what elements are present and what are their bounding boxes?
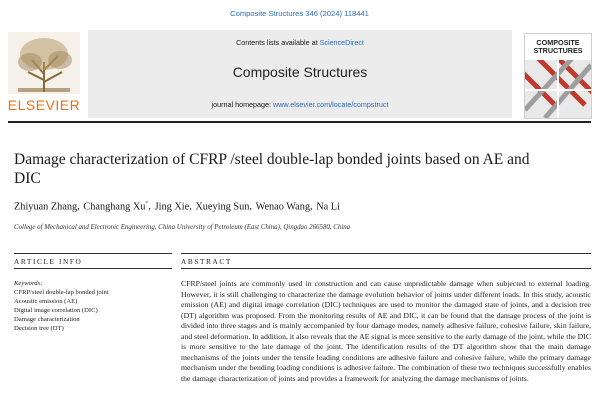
sciencedirect-link[interactable]: ScienceDirect: [319, 38, 364, 47]
homepage-prefix: journal homepage:: [211, 100, 274, 109]
journal-title: Composite Structures: [232, 64, 368, 80]
header-divider: [8, 121, 591, 123]
journal-reference-link[interactable]: Composite Structures 346 (2024) 118441: [230, 9, 369, 18]
article-title: Damage characterization of CFRP /steel double-lap bonded joints based on AE and DIC: [14, 151, 530, 187]
contents-availability-line: [88, 38, 512, 47]
elsevier-wordmark: ELSEVIER: [7, 97, 81, 113]
keyword-item: Damage characterization: [14, 315, 80, 323]
journal-homepage-line: [88, 100, 512, 109]
article-info-rule-top: [14, 253, 172, 254]
keyword-item: CFRP/steel double-lap bonded joint: [14, 289, 109, 296]
keyword-item: Digital image correlation (DIC): [14, 306, 98, 314]
abstract-rule-top: [181, 253, 591, 254]
abstract-rule-bottom: [181, 268, 591, 269]
author-name[interactable]: Wenao Wang: [255, 201, 311, 213]
author-list: Zhiyuan Zhang, Changhang Xu*, Jing Xie, Xueying Sun, Wenao Wang, Na Li: [14, 201, 340, 213]
author-affiliation: College of Mechanical and Electronic Engineering, China University of Petroleum (East China), Qingdao 266580, China: [14, 224, 351, 231]
author-name[interactable]: Xueying Sun: [195, 201, 250, 213]
author-name[interactable]: Na Li: [316, 201, 340, 213]
author-name[interactable]: Zhiyuan Zhang: [14, 201, 78, 213]
article-info-rule-bottom: [14, 268, 172, 269]
abstract-body: CFRP/steel joints are commonly used in construction and can cause unpredictable damage when subjected to external loading. However, it is still challenging to characterize the damage evolution behavior of joints under different loads. In this study, acoustic emission (AE) and digital image correlation (DIC) techniques are used to monitor the damaged state of joints, and a decision tree (DT) algorithm was proposed. From the monitoring results of AE and DIC, it can be found that the damage process of the joint is divided into three stages and is mainly accompanied by four damage modes, namely adhesive failure, cohesive failure, skin failure, and steel deformation. In addition, it also reveals that the AE signal is more sensitive to the early damage of the joint, while the DIC is more sensitive to the late damage of the joint. The identification results of the DT algorithm show that the main damage mechanisms of the joints under the tensile loading conditions are adhesive failure and cohesive failure, while the primary damage mechanism under the bending loading conditions is adhesive failure. The combination of these two techniques successfully enables the damage characterization of joints and provides a framework for analyzing the damage mechanisms of joints.: [181, 279, 591, 383]
keywords-label: Keywords:: [14, 280, 43, 287]
abstract-heading: ABSTRACT: [181, 257, 232, 266]
journal-cover-thumbnail[interactable]: [524, 33, 592, 119]
cover-title: COMPOSITE STRUCTURES: [533, 38, 583, 55]
article-info-heading: ARTICLE INFO: [14, 257, 83, 266]
contents-prefix: Contents lists available at: [236, 38, 320, 47]
keyword-item: Decision tree (DT): [14, 324, 64, 332]
author-name[interactable]: Changhang Xu: [83, 201, 146, 213]
keywords-list: [14, 289, 174, 334]
corresponding-author-mark[interactable]: *: [145, 201, 149, 207]
keyword-item: Acoustic emission (AE): [14, 297, 78, 305]
author-name[interactable]: Jing Xie: [154, 201, 190, 213]
cover-pattern-icon: [525, 60, 591, 118]
journal-homepage-link[interactable]: www.elsevier.com/locate/compstruct: [273, 100, 389, 109]
